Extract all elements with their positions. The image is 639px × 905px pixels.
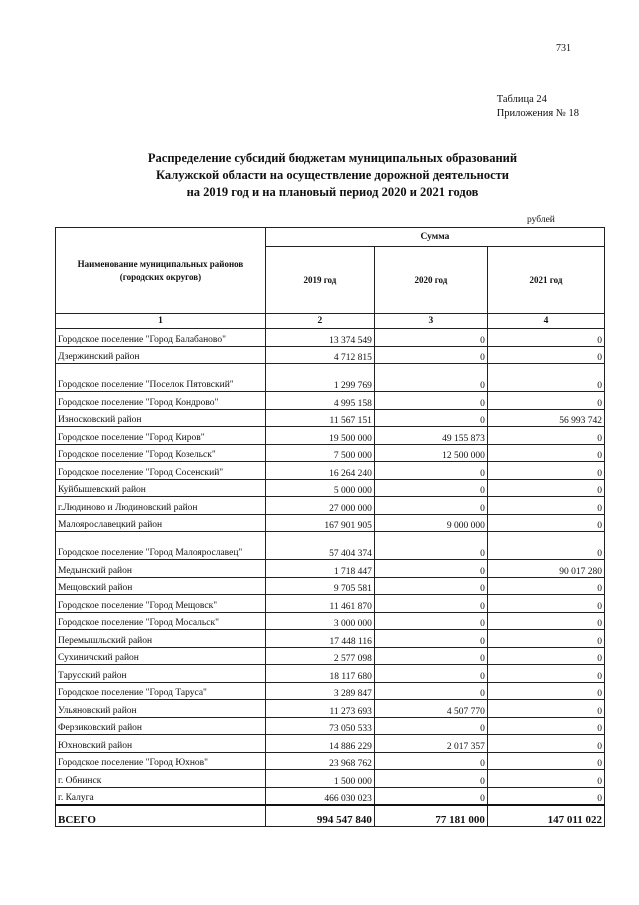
total-2019: 994 547 840 — [265, 805, 374, 827]
value-2019: 7 500 000 — [265, 444, 374, 462]
value-2020: 0 — [374, 770, 487, 788]
table-row — [56, 700, 605, 718]
column-number: 2 — [265, 314, 374, 329]
value-2020: 0 — [374, 612, 487, 630]
table-row — [56, 612, 605, 630]
value-2019: 16 264 240 — [265, 462, 374, 480]
value-2021: 0 — [487, 364, 604, 392]
value-2020: 12 500 000 — [374, 444, 487, 462]
value-2021: 0 — [487, 770, 604, 788]
municipality-name: Городское поселение "Город Козельск" — [56, 444, 266, 462]
table-row — [56, 630, 605, 648]
value-2019: 27 000 000 — [265, 497, 374, 515]
value-2020: 0 — [374, 346, 487, 364]
header-year-2020: 2020 год — [374, 247, 487, 314]
value-2019: 1 500 000 — [265, 770, 374, 788]
value-2020: 49 155 873 — [374, 427, 487, 445]
value-2021: 0 — [487, 479, 604, 497]
header-name: Наименование муниципальных районов (городских округов) — [56, 228, 266, 314]
value-2021: 0 — [487, 514, 604, 532]
municipality-name: Ульяновский район — [56, 700, 266, 718]
municipality-name: Городское поселение "Поселок Пятовский" — [56, 364, 266, 392]
table-row — [56, 427, 605, 445]
municipality-name: Городское поселение "Город Сосенский" — [56, 462, 266, 480]
value-2020: 0 — [374, 717, 487, 735]
municipality-name: Медынский район — [56, 560, 266, 578]
municipality-name: Износковский район — [56, 409, 266, 427]
table-row — [56, 787, 605, 805]
table-row — [56, 717, 605, 735]
value-2020: 0 — [374, 392, 487, 410]
total-label: ВСЕГО — [56, 805, 266, 827]
table-row — [56, 752, 605, 770]
column-number: 4 — [487, 314, 604, 329]
value-2021: 0 — [487, 595, 604, 613]
municipality-name: г. Обнинск — [56, 770, 266, 788]
value-2020: 0 — [374, 630, 487, 648]
municipality-name: Малоярославецкий район — [56, 514, 266, 532]
table-row — [56, 682, 605, 700]
value-2019: 11 567 151 — [265, 409, 374, 427]
municipality-name: г. Калуга — [56, 787, 266, 805]
header-sum: Сумма — [265, 228, 604, 247]
title-line2: Калужской области на осуществление дорожной деятельности — [155, 168, 510, 182]
municipality-name: Городское поселение "Город Балабаново" — [56, 329, 266, 347]
table-row — [56, 560, 605, 578]
table-row — [56, 532, 605, 560]
table-ref-line1: Таблица 24 — [496, 94, 547, 105]
title-line3: на 2019 год и на плановый период 2020 и 2021 годов — [186, 185, 479, 199]
value-2019: 23 968 762 — [265, 752, 374, 770]
value-2021: 56 993 742 — [487, 409, 604, 427]
table-row — [56, 409, 605, 427]
value-2019: 3 000 000 — [265, 612, 374, 630]
value-2021: 0 — [487, 427, 604, 445]
title-line1: Распределение субсидий бюджетам муниципальных образований — [147, 151, 518, 165]
value-2019: 19 500 000 — [265, 427, 374, 445]
table-row — [56, 770, 605, 788]
table-row — [56, 665, 605, 683]
value-2021: 0 — [487, 682, 604, 700]
value-2021: 0 — [487, 612, 604, 630]
municipality-name: г.Людиново и Людиновский район — [56, 497, 266, 515]
value-2019: 14 886 229 — [265, 735, 374, 753]
municipality-name: Перемышльский район — [56, 630, 266, 648]
value-2021: 0 — [487, 329, 604, 347]
value-2019: 2 577 098 — [265, 647, 374, 665]
table-row — [56, 577, 605, 595]
value-2021: 0 — [487, 700, 604, 718]
value-2021: 0 — [487, 735, 604, 753]
value-2021: 0 — [487, 630, 604, 648]
value-2020: 0 — [374, 532, 487, 560]
municipality-name: Городское поселение "Город Мещовск" — [56, 595, 266, 613]
value-2020: 0 — [374, 577, 487, 595]
value-2019: 17 448 116 — [265, 630, 374, 648]
value-2019: 1 718 447 — [265, 560, 374, 578]
table-row — [56, 392, 605, 410]
value-2020: 0 — [374, 479, 487, 497]
value-2020: 9 000 000 — [374, 514, 487, 532]
value-2019: 57 404 374 — [265, 532, 374, 560]
municipality-name: Тарусский район — [56, 665, 266, 683]
municipality-name: Городское поселение "Город Мосальск" — [56, 612, 266, 630]
value-2021: 0 — [487, 647, 604, 665]
municipality-name: Куйбышевский район — [56, 479, 266, 497]
table-row — [56, 479, 605, 497]
document-title — [60, 150, 605, 201]
table-row — [56, 444, 605, 462]
value-2021: 0 — [487, 497, 604, 515]
total-row — [56, 805, 605, 827]
table-row — [56, 497, 605, 515]
table-row — [56, 329, 605, 347]
value-2021: 90 017 280 — [487, 560, 604, 578]
value-2020: 0 — [374, 682, 487, 700]
municipality-name: Городское поселение "Город Малоярославец" — [56, 532, 266, 560]
value-2020: 0 — [374, 497, 487, 515]
value-2019: 5 000 000 — [265, 479, 374, 497]
value-2020: 0 — [374, 364, 487, 392]
subsidies-table — [55, 227, 605, 827]
table-row — [56, 346, 605, 364]
page-number: 731 — [556, 43, 571, 54]
value-2021: 0 — [487, 717, 604, 735]
value-2020: 0 — [374, 595, 487, 613]
value-2019: 9 705 581 — [265, 577, 374, 595]
value-2020: 0 — [374, 329, 487, 347]
municipality-name: Сухиничский район — [56, 647, 266, 665]
table-row — [56, 595, 605, 613]
column-number: 1 — [56, 314, 266, 329]
value-2021: 0 — [487, 444, 604, 462]
value-2020: 0 — [374, 665, 487, 683]
value-2019: 11 273 693 — [265, 700, 374, 718]
table-row — [56, 364, 605, 392]
value-2020: 0 — [374, 409, 487, 427]
value-2021: 0 — [487, 787, 604, 805]
value-2021: 0 — [487, 752, 604, 770]
value-2019: 73 050 533 — [265, 717, 374, 735]
value-2019: 11 461 870 — [265, 595, 374, 613]
value-2019: 18 117 680 — [265, 665, 374, 683]
value-2019: 4 712 815 — [265, 346, 374, 364]
municipality-name: Ферзиковский район — [56, 717, 266, 735]
value-2019: 13 374 549 — [265, 329, 374, 347]
value-2020: 0 — [374, 647, 487, 665]
table-reference — [497, 93, 579, 121]
header-year-2021: 2021 год — [487, 247, 604, 314]
table-ref-line2: Приложения № 18 — [496, 108, 579, 119]
value-2020: 2 017 357 — [374, 735, 487, 753]
value-2020: 0 — [374, 560, 487, 578]
value-2021: 0 — [487, 392, 604, 410]
value-2019: 3 289 847 — [265, 682, 374, 700]
value-2021: 0 — [487, 462, 604, 480]
value-2019: 4 995 158 — [265, 392, 374, 410]
municipality-name: Городское поселение "Город Киров" — [56, 427, 266, 445]
value-2020: 0 — [374, 787, 487, 805]
municipality-name: Городское поселение "Город Таруса" — [56, 682, 266, 700]
value-2020: 0 — [374, 752, 487, 770]
column-number: 3 — [374, 314, 487, 329]
value-2021: 0 — [487, 665, 604, 683]
value-2021: 0 — [487, 532, 604, 560]
table-row — [56, 647, 605, 665]
header-year-2019: 2019 год — [265, 247, 374, 314]
total-2021: 147 011 022 — [487, 805, 604, 827]
municipality-name: Дзержинский район — [56, 346, 266, 364]
municipality-name: Городское поселение "Город Юхнов" — [56, 752, 266, 770]
table-row — [56, 462, 605, 480]
total-2020: 77 181 000 — [374, 805, 487, 827]
municipality-name: Городское поселение "Город Кондрово" — [56, 392, 266, 410]
value-2020: 0 — [374, 462, 487, 480]
table-row — [56, 514, 605, 532]
municipality-name: Мещовский район — [56, 577, 266, 595]
table-row — [56, 735, 605, 753]
value-2020: 4 507 770 — [374, 700, 487, 718]
value-2019: 466 030 023 — [265, 787, 374, 805]
currency-unit: рублей — [527, 215, 555, 225]
value-2019: 1 299 769 — [265, 364, 374, 392]
value-2021: 0 — [487, 577, 604, 595]
value-2021: 0 — [487, 346, 604, 364]
table-body — [56, 329, 605, 806]
municipality-name: Юхновский район — [56, 735, 266, 753]
value-2019: 167 901 905 — [265, 514, 374, 532]
